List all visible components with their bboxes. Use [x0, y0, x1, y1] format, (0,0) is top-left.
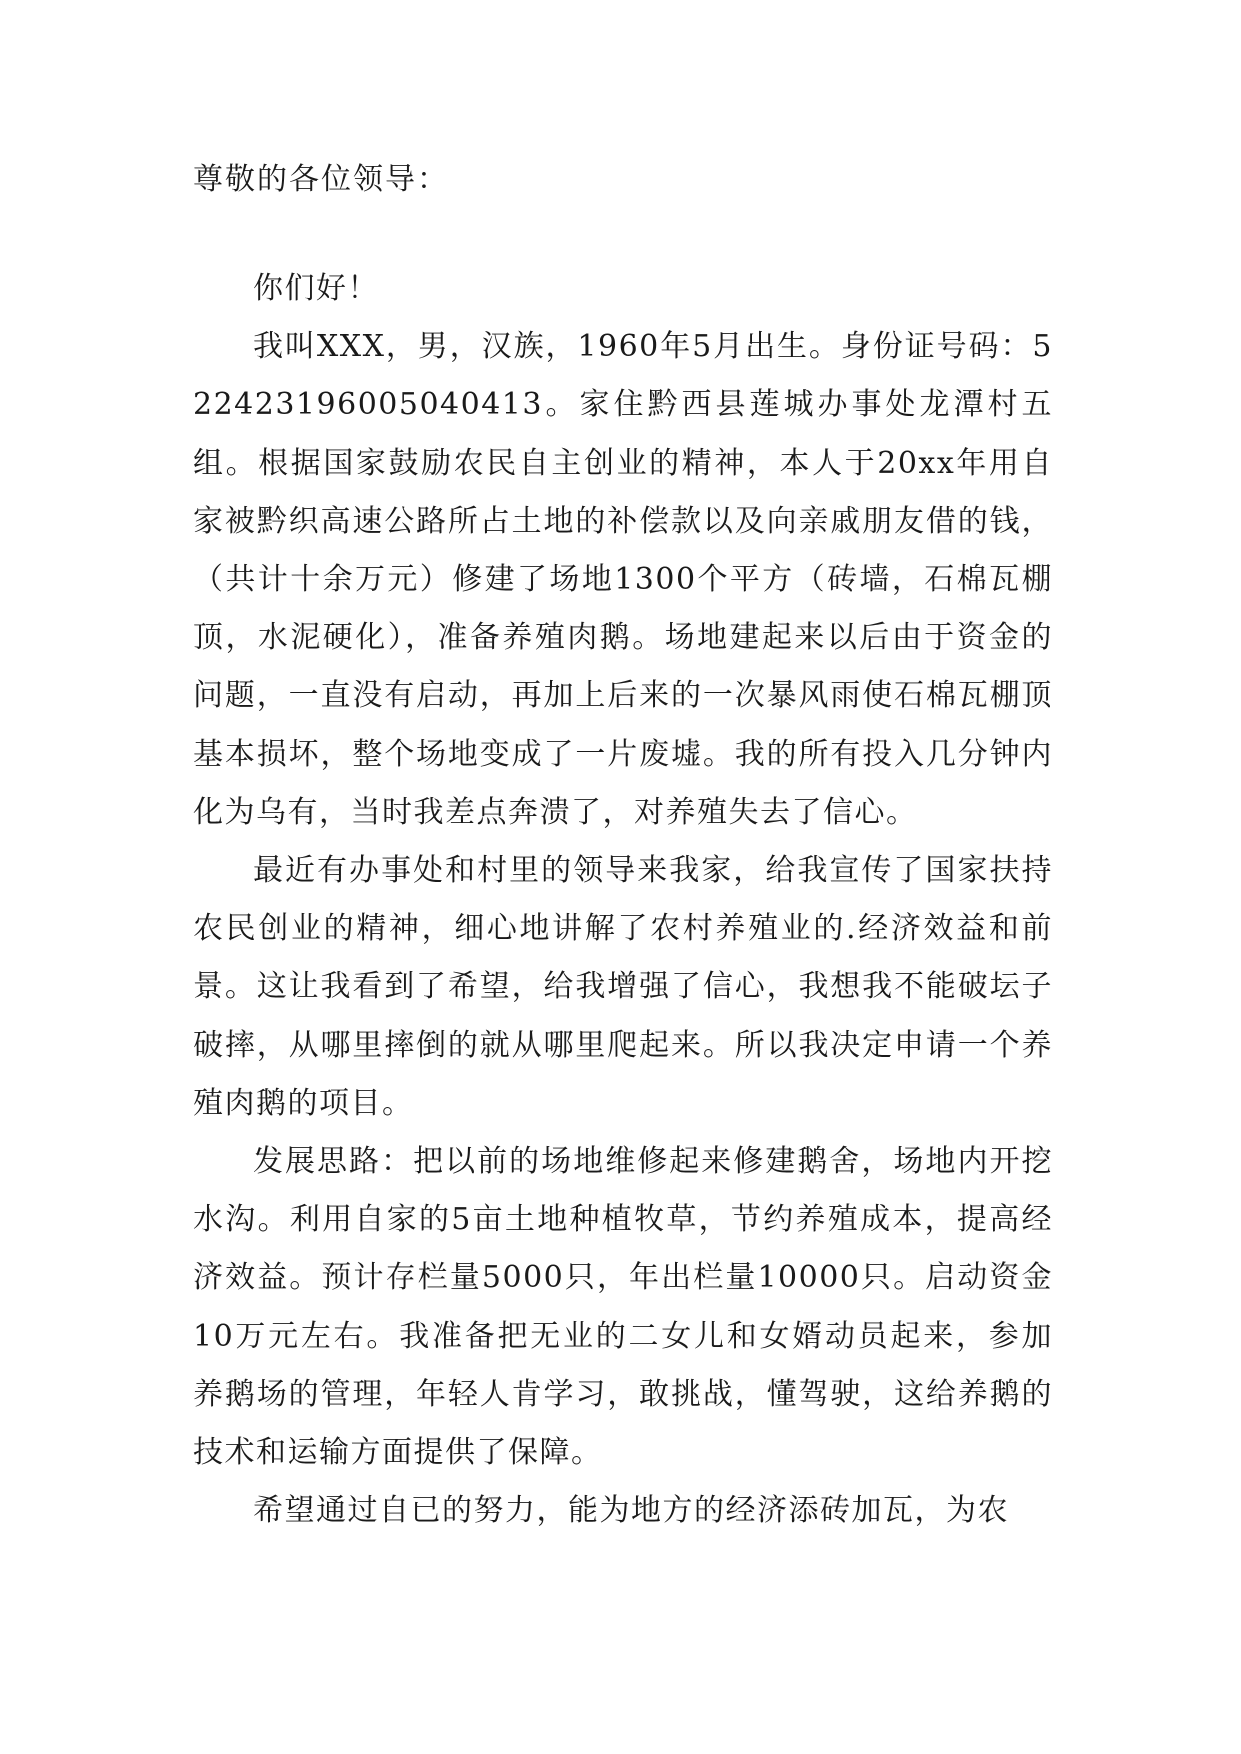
letter-body — [193, 160, 1053, 1540]
paragraph-introduction: 我叫XXX，男，汉族，1960年5月出生。身份证号码：522423196005040413。家住黔西县莲城办事处龙潭村五组。根据国家鼓励农民自主创业的精神，本人于20xx年用自家被黔织高速公路所占土地的补偿款以及向亲戚朋友借的钱，（共计十余万元）修建了场地1300个平方（砖墙，石棉瓦棚顶，水泥硬化），准备养殖肉鹅。场地建起来以后由于资金的问题，一直没有启动，再加上后来的一次暴风雨使石棉瓦棚顶基本损坏，整个场地变成了一片废墟。我的所有投入几分钟内化为乌有，当时我差点奔溃了，对养殖失去了信心。 — [193, 329, 1053, 830]
paragraph-greeting: 你们好！ — [253, 271, 379, 306]
paragraph-development-plan: 发展思路：把以前的场地维修起来修建鹅舍，场地内开挖水沟。利用自家的5亩土地种植牧草，节约养殖成本，提高经济效益。预计存栏量5000只，年出栏量10000只。启动资金10万元左右。我准备把无业的二女儿和女婿动员起来，参加养鹅场的管理，年轻人肯学习，敢挑战，懂驾驶，这给养鹅的技术和运输方面提供了保障。 — [193, 1144, 1053, 1471]
paragraph-motivation: 最近有办事处和村里的领导来我家，给我宣传了国家扶持农民创业的精神，细心地讲解了农村养殖业的.经济效益和前景。这让我看到了希望，给我增强了信心，我想我不能破坛子破摔，从哪里摔倒的就从哪里爬起来。所以我决定申请一个养殖肉鹅的项目。 — [193, 853, 1053, 1121]
salutation: 尊敬的各位领导： — [193, 162, 449, 197]
paragraph-hope: 希望通过自已的努力，能为地方的经济添砖加瓦，为农 — [253, 1493, 1009, 1529]
